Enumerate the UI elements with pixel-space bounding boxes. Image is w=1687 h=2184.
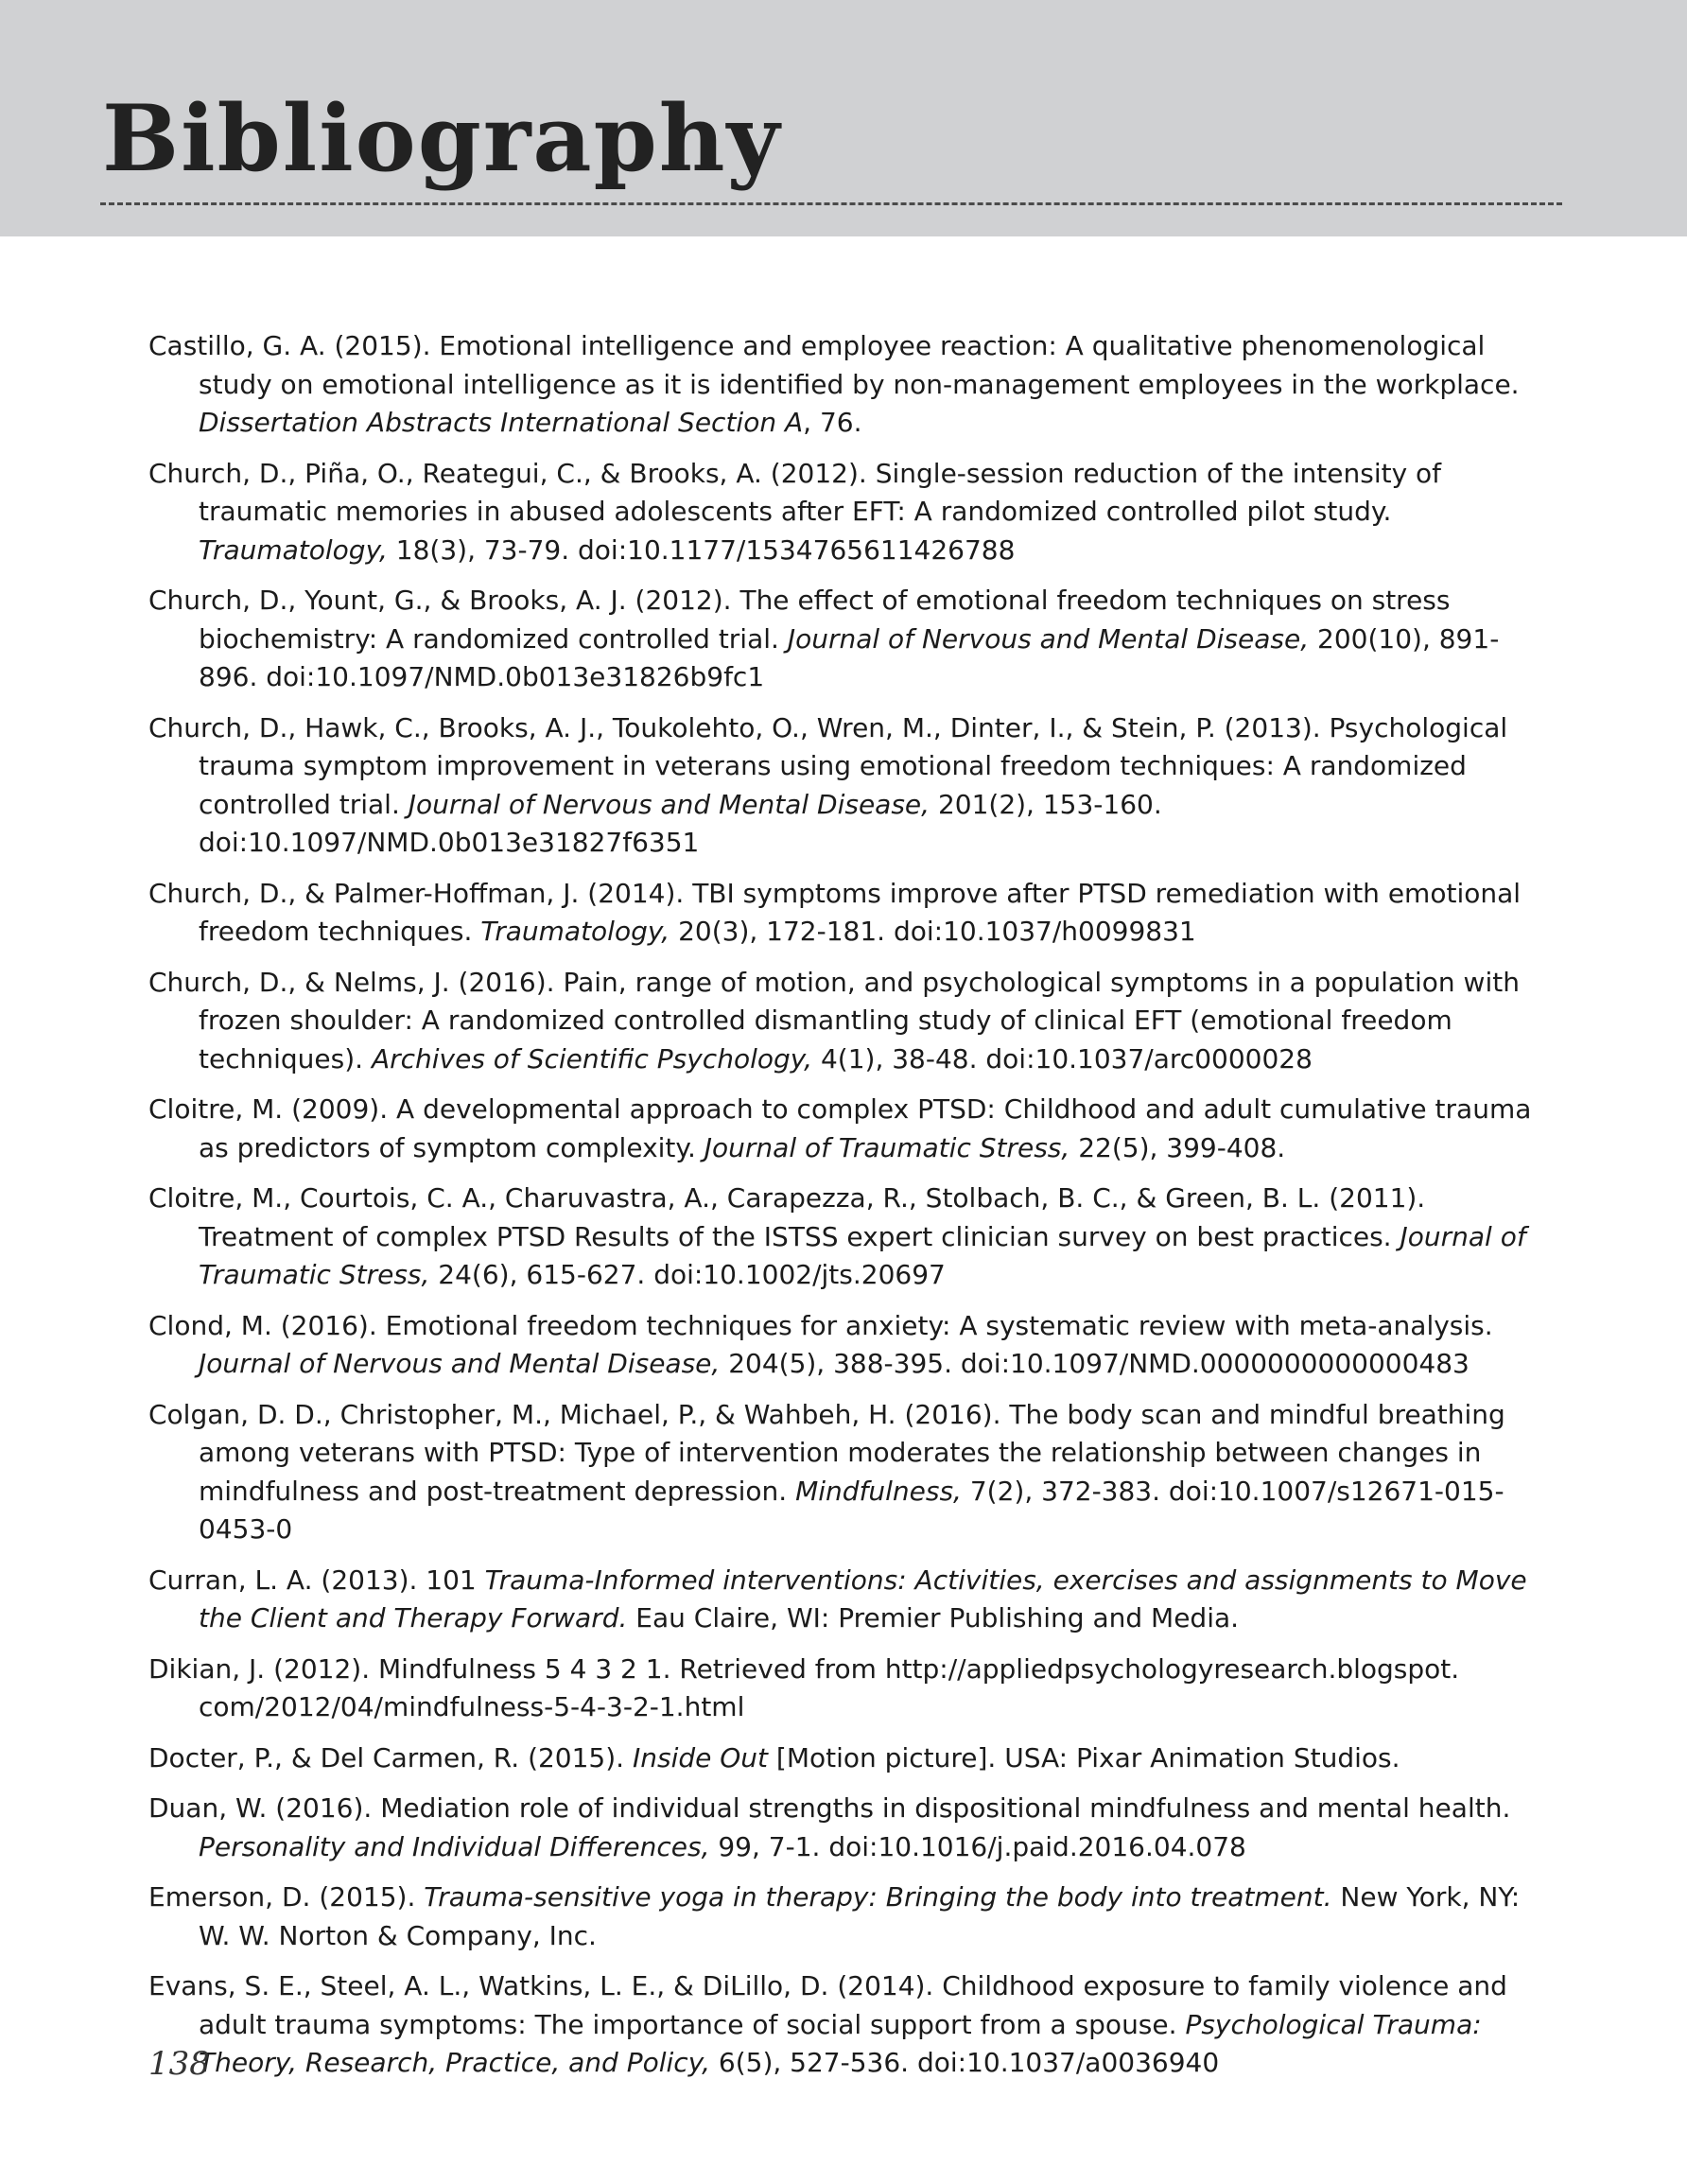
reference-italic-segment: Dissertation Abstracts International Section A — [199, 407, 804, 438]
reference-text-segment: Castillo, G. A. (2015). Emotional intelligence and employee reaction: A qualitative phenomenological study on emotional intelligence as it is identified by non-management employees in the workplace. — [148, 330, 1520, 400]
reference-entry — [148, 1562, 1539, 1638]
reference-entry — [148, 709, 1539, 863]
reference-entry — [148, 1091, 1539, 1167]
reference-text-segment: 20(3), 172-181. doi:10.1037/h0099831 — [670, 916, 1196, 947]
reference-italic-segment: Psychological Trauma: Theory, Research, Practice, and Policy, — [199, 2008, 1482, 2078]
reference-text-segment: Curran, L. A. (2013). 101 — [148, 1564, 485, 1596]
reference-text-segment: Evans, S. E., Steel, A. L., Watkins, L. E., & DiLillo, D. (2014). Childhood exposure to family violence and adult trauma symptoms: The importance of social support from a spouse. — [148, 1970, 1507, 2040]
reference-text-segment: 18(3), 73-79. doi:10.1177/1534765611426788 — [387, 533, 1016, 566]
reference-list — [148, 327, 1539, 2095]
reference-italic-segment: Personality and Individual Differences, — [199, 1830, 710, 1862]
reference-italic-segment: Journal of Traumatic Stress, — [199, 1220, 1526, 1290]
reference-entry — [148, 582, 1539, 697]
reference-text-segment: Church, D., Hawk, C., Brooks, A. J., Toukolehto, O., Wren, M., Dinter, I., & Stein, P. (2013). Psychological trauma symptom improvement in veterans using emotional freedom techniques: A randomized controlled trial. — [148, 711, 1508, 820]
reference-italic-segment: Inside Out — [632, 1741, 769, 1773]
reference-entry — [148, 1396, 1539, 1549]
reference-text-segment: Cloitre, M. (2009). A developmental approach to complex PTSD: Childhood and adult cumulative trauma as predictors of symptom complexity. — [148, 1093, 1532, 1163]
reference-text-segment: Dikian, J. (2012). Mindfulness 5 4 3 2 1. Retrieved from http://appliedpsychologyresearch.blogspot. com/2012/04/mindfulness-5-4-3-2-1.html — [148, 1652, 1460, 1722]
reference-text-segment: New York, NY: W. W. Norton & Company, Inc. — [199, 1881, 1521, 1951]
reference-italic-segment: Trauma-sensitive yoga in therapy: Bringing the body into treatment. — [424, 1881, 1332, 1913]
reference-entry — [148, 327, 1539, 443]
reference-italic-segment: Journal of Nervous and Mental Disease, — [408, 788, 930, 820]
reference-text-segment: 99, 7-1. doi:10.1016/j.paid.2016.04.078 — [709, 1830, 1246, 1862]
reference-italic-segment: Trauma-Informed interventions: Activities, exercises and assignments to Move the Client and Therapy Forward. — [199, 1564, 1527, 1634]
reference-text-segment: Cloitre, M., Courtois, C. A., Charuvastra, A., Carapezza, R., Stolbach, B. C., & Green, B. L. (2011). Treatment of complex PTSD Results of the ISTSS expert clinician survey on best practices. — [148, 1182, 1426, 1252]
reference-text-segment: Clond, M. (2016). Emotional freedom techniques for anxiety: A systematic review with meta-analysis. — [148, 1309, 1493, 1341]
reference-entry — [148, 1878, 1539, 1955]
reference-text-segment: Church, D., & Palmer-Hoffman, J. (2014). TBI symptoms improve after PTSD remediation with emotional freedom techniques. — [148, 877, 1522, 947]
reference-text-segment: [Motion picture]. USA: Pixar Animation Studios. — [768, 1741, 1400, 1773]
reference-italic-segment: Journal of Traumatic Stress, — [704, 1131, 1070, 1163]
title-dashed-rule — [100, 202, 1562, 205]
reference-text-segment: , 76. — [803, 407, 862, 438]
reference-entry — [148, 1967, 1539, 2083]
reference-italic-segment: Traumatology, — [199, 533, 388, 566]
reference-text-segment: 201(2), 153-160. doi:10.1097/NMD.0b013e31827f6351 — [199, 788, 1162, 858]
reference-text-segment: Eau Claire, WI: Premier Publishing and Media. — [627, 1602, 1240, 1634]
reference-entry — [148, 875, 1539, 952]
reference-text-segment: Colgan, D. D., Christopher, M., Michael, P., & Wahbeh, H. (2016). The body scan and mindful breathing among veterans with PTSD: Type of intervention moderates the relationship between changes in mindfulness and post-treatment depression. — [148, 1398, 1505, 1507]
reference-entry — [148, 1651, 1539, 1727]
reference-italic-segment: Traumatology, — [480, 916, 670, 947]
reference-text-segment: Docter, P., & Del Carmen, R. (2015). — [148, 1741, 633, 1773]
reference-entry — [148, 1307, 1539, 1384]
reference-entry — [148, 455, 1539, 570]
reference-italic-segment: Mindfulness, — [795, 1475, 962, 1507]
reference-text-segment: 22(5), 399-408. — [1070, 1131, 1286, 1163]
reference-text-segment: 200(10), 891-896. doi:10.1097/NMD.0b013e31826b9fc1 — [199, 622, 1500, 692]
reference-text-segment: 24(6), 615-627. doi:10.1002/jts.20697 — [429, 1259, 946, 1290]
reference-italic-segment: Journal of Nervous and Mental Disease, — [787, 622, 1310, 655]
reference-italic-segment: Journal of Nervous and Mental Disease, — [199, 1348, 721, 1379]
reference-text-segment: Duan, W. (2016). Mediation role of individual strengths in dispositional mindfulness and mental health. — [148, 1792, 1511, 1824]
reference-text-segment: 4(1), 38-48. doi:10.1037/arc0000028 — [812, 1042, 1313, 1075]
reference-text-segment: Emerson, D. (2015). — [148, 1881, 425, 1913]
reference-entry — [148, 1790, 1539, 1866]
reference-text-segment: Church, D., Piña, O., Reategui, C., & Brooks, A. (2012). Single-session reduction of the intensity of traumatic memories in abused adolescents after EFT: A randomized controlled pilot study. — [148, 457, 1442, 527]
reference-entry — [148, 964, 1539, 1079]
reference-text-segment: Church, D., & Nelms, J. (2016). Pain, range of motion, and psychological symptoms in a population with frozen shoulder: A randomized controlled dismantling study of clinical EFT (emotional freedom techniques). — [148, 966, 1520, 1075]
reference-text-segment: 7(2), 372-383. doi:10.1007/s12671-015-0453-0 — [199, 1475, 1504, 1545]
reference-text-segment: 6(5), 527-536. doi:10.1037/a0036940 — [710, 2047, 1220, 2078]
reference-text-segment: Church, D., Yount, G., & Brooks, A. J. (2012). The effect of emotional freedom techniques on stress biochemistry: A randomized controlled trial. — [148, 585, 1451, 655]
reference-italic-segment: Archives of Scientific Psychology, — [371, 1042, 813, 1075]
reference-entry — [148, 1739, 1539, 1778]
page-number: 138 — [148, 2045, 210, 2083]
reference-entry — [148, 1179, 1539, 1295]
reference-text-segment: 204(5), 388-395. doi:10.1097/NMD.0000000000000483 — [720, 1348, 1470, 1379]
page-title: Bibliography — [102, 85, 782, 192]
